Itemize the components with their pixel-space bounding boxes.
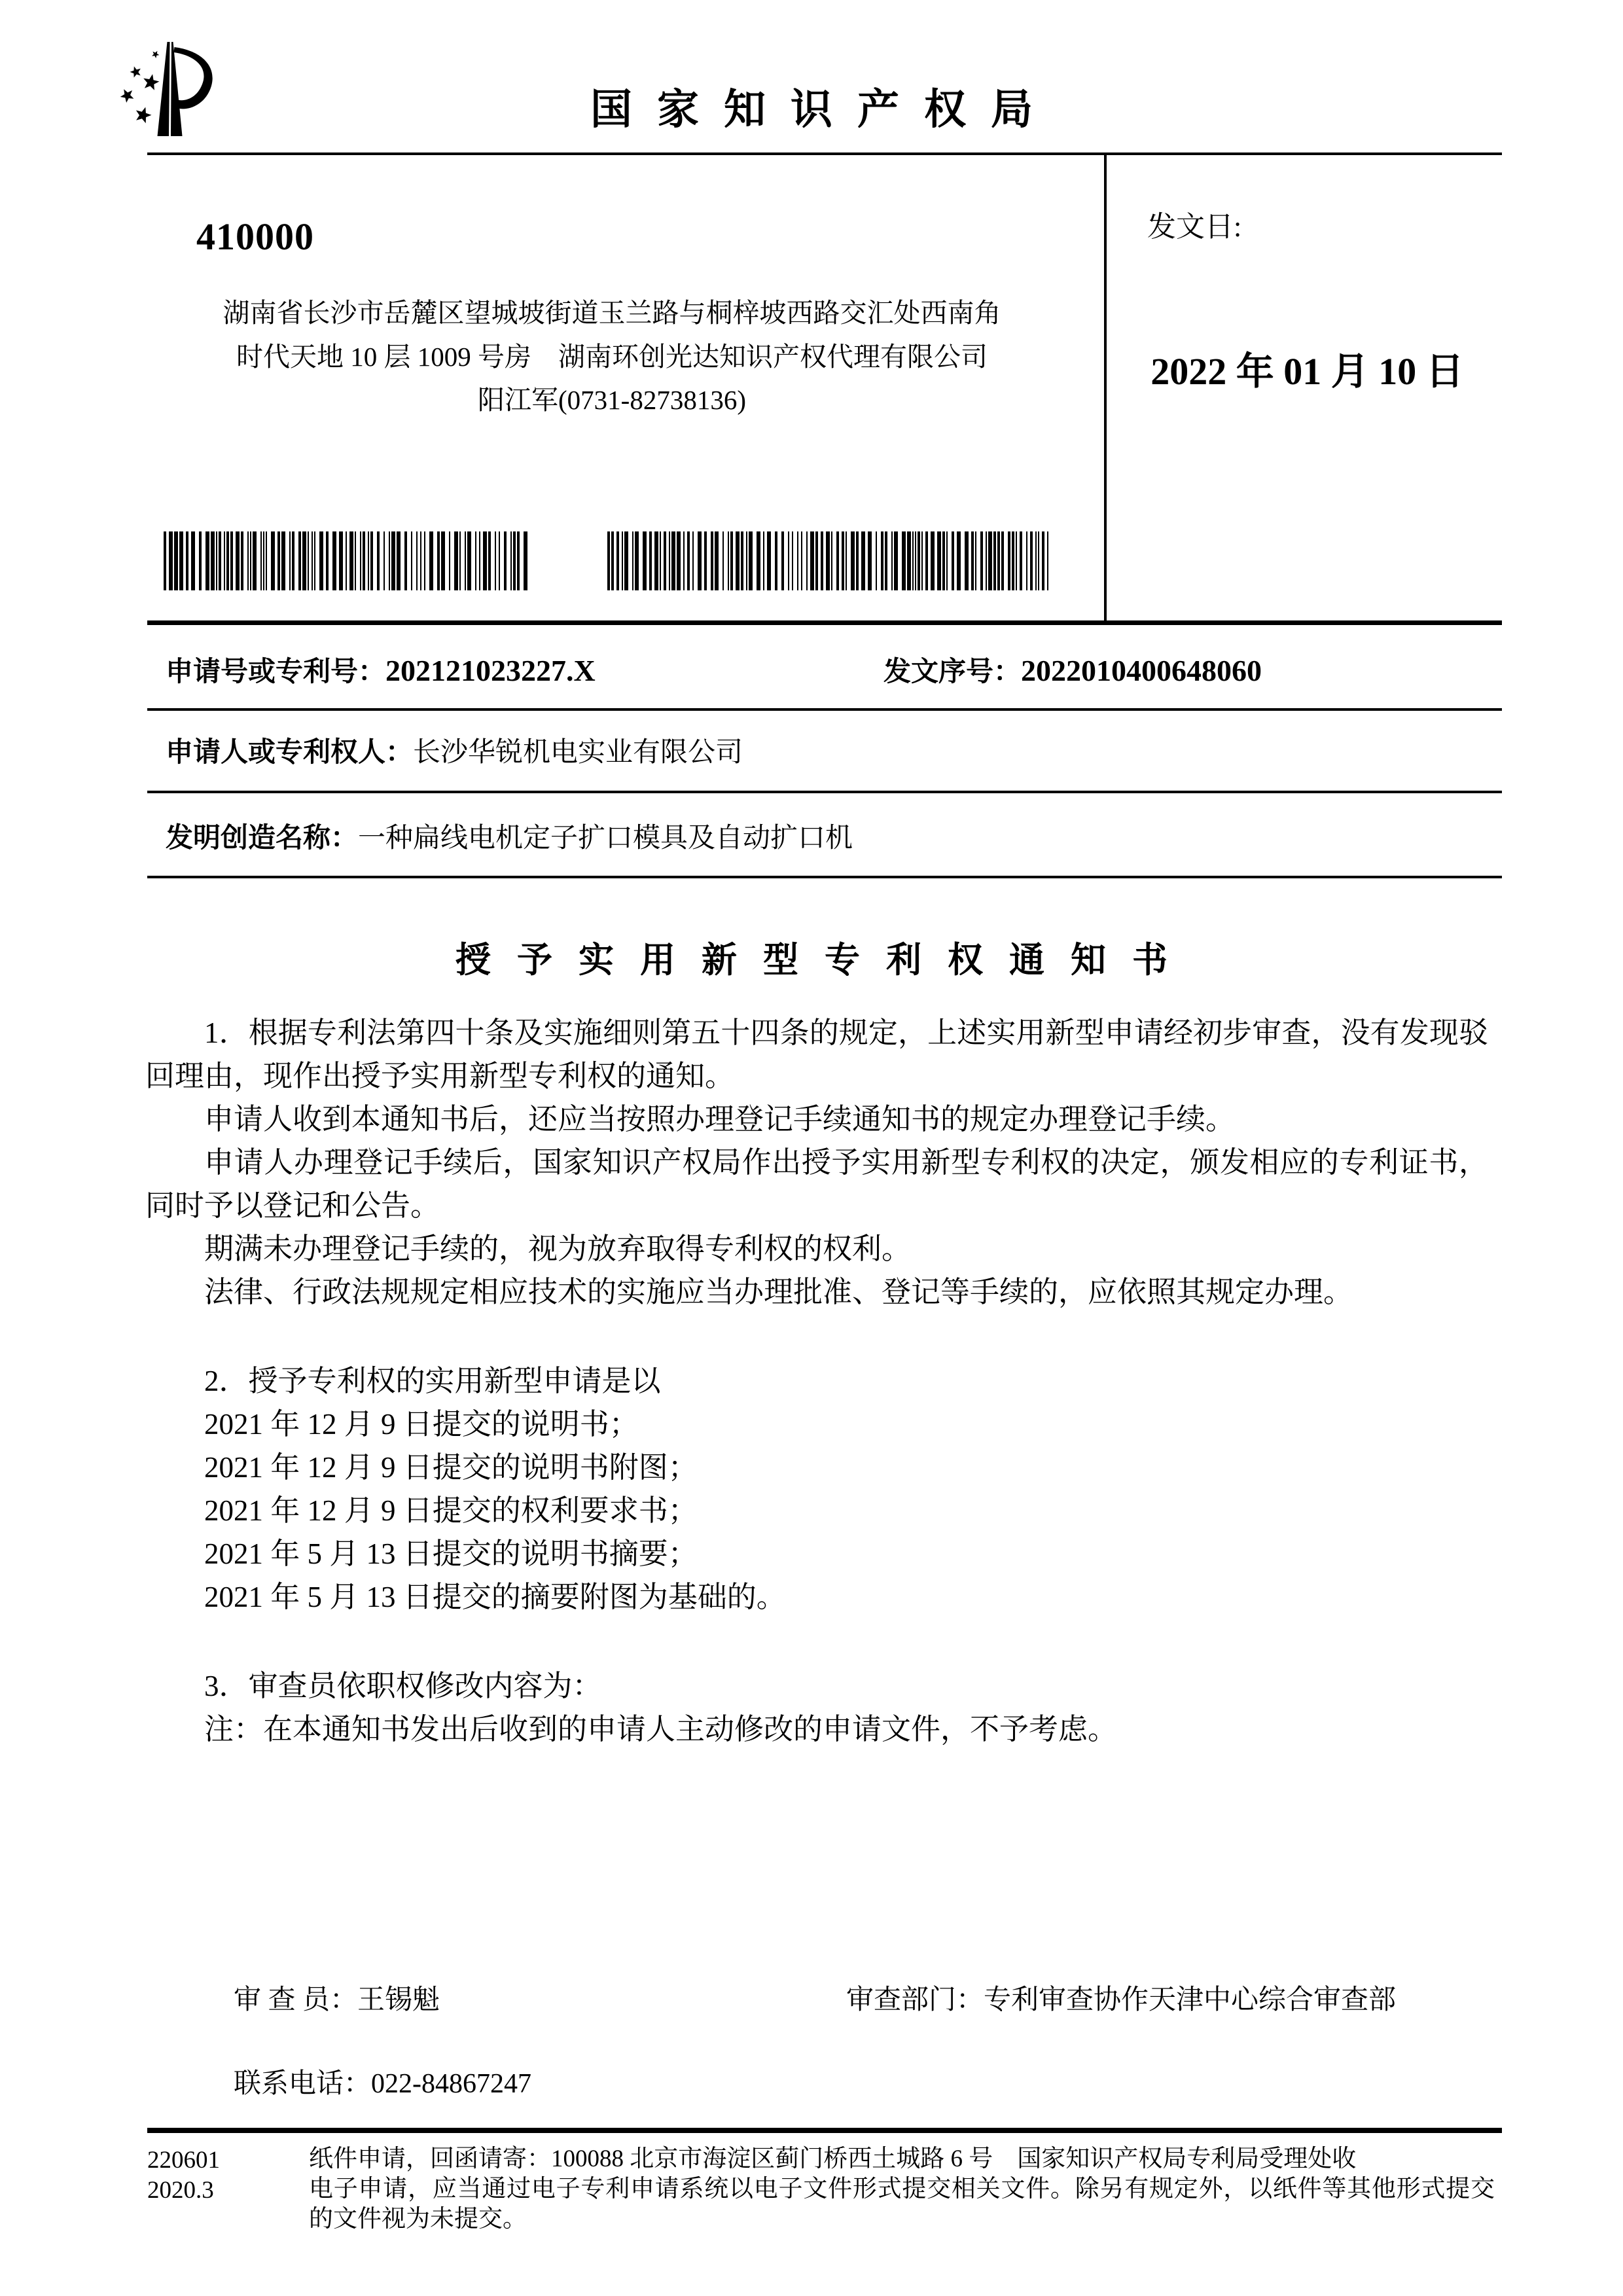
barcode-bar (1042, 531, 1044, 590)
recipient-postcode: 410000 (196, 215, 314, 258)
barcode-bar (763, 531, 764, 590)
barcode-bar (975, 531, 976, 590)
barcode-bar (346, 531, 347, 590)
serial-number-row (883, 650, 1262, 689)
paragraph: 申请人办理登记手续后，国家知识产权局作出授予实用新型专利权的决定，颁发相应的专利证书，同时予以登记和公告。 (145, 1146, 1488, 1222)
applicant-label: 申请人或专利权人： (166, 738, 414, 768)
barcode-bar (931, 531, 935, 590)
barcode-bar (957, 531, 961, 590)
paragraph: 申请人收到本通知书后，还应当按照办理登记手续通知书的规定办理登记手续。 (204, 1103, 1236, 1136)
form-code: 220601 (147, 2147, 220, 2174)
barcode-bar (289, 531, 291, 590)
barcode-bar (942, 531, 945, 590)
barcode-bar (611, 531, 614, 590)
basis-item: 2021 年 12 月 9 日提交的权利要求书； (204, 1494, 698, 1527)
barcode-bar (937, 531, 941, 590)
barcode-bar (179, 531, 183, 590)
department-row (846, 1978, 1396, 2017)
barcode-bar (801, 531, 802, 590)
barcode-bar (437, 531, 440, 590)
paragraph: 期满未办理登记手续的，视为放弃取得专利权的权利。 (204, 1232, 912, 1265)
barcode-bar (513, 531, 516, 590)
barcode-bar (622, 531, 623, 590)
barcode-bar (441, 531, 445, 590)
barcode-bar (876, 531, 877, 590)
barcode-bar (499, 531, 500, 590)
footer-instructions (309, 2144, 1495, 2234)
contact-phone-row (234, 2062, 531, 2101)
barcode-bar (263, 531, 264, 590)
barcode-bar (363, 531, 365, 590)
applicant-value: 长沙华锐机电实业有限公司 (413, 738, 743, 768)
barcode-bar (616, 531, 619, 590)
barcode-bar (164, 531, 166, 590)
invention-title-value: 一种扁线电机定子扩口模具及自动扩口机 (358, 823, 853, 853)
barcode-bar (250, 531, 251, 590)
barcode-bar (298, 531, 301, 590)
barcode-bar (1030, 531, 1033, 590)
paragraph: 法律、行政法规规定相应技术的实施应当办理批准、登记等手续的，应依照其规定办理。 (204, 1276, 1353, 1308)
barcode-bar (749, 531, 753, 590)
section2-heading: 2．授予专利权的实用新型申请是以 (204, 1365, 661, 1397)
barcode-bar (806, 531, 808, 590)
barcode-bar (216, 531, 217, 590)
barcode-bar (635, 531, 639, 590)
basis-item: 2021 年 12 月 9 日提交的说明书； (204, 1408, 639, 1441)
barcode-bar (517, 531, 520, 590)
application-number-row (166, 650, 596, 689)
barcode-bar (281, 531, 285, 590)
barcode-bar (671, 531, 675, 590)
section-rule-top (147, 620, 1502, 625)
barcode-bar (479, 531, 480, 590)
barcode-bar (624, 531, 628, 590)
barcode-bar (767, 531, 771, 590)
barcode-bar (722, 531, 724, 590)
barcode-bar (891, 531, 893, 590)
recipient-address-line1: 湖南省长沙市岳麓区望城坡街道玉兰路与桐梓坡西路交汇处西南角 (223, 298, 1001, 328)
barcode-bar (704, 531, 707, 590)
barcode-bar (736, 531, 740, 590)
examiner-row (234, 1978, 440, 2017)
barcode-bar (416, 531, 418, 590)
barcode-bar (757, 531, 760, 590)
section3-heading: 3．审查员依职权修改内容为： (204, 1670, 602, 1702)
barcode-bar (826, 531, 830, 590)
barcode-bar (332, 531, 336, 590)
barcode-bar (711, 531, 713, 590)
barcode-bar (775, 531, 777, 590)
barcode-bar (219, 531, 221, 590)
examiner-name: 王锡魁 (357, 1985, 440, 2015)
barcode-bar (253, 531, 257, 590)
barcode-bar (921, 531, 923, 590)
barcode-bar (449, 531, 450, 590)
barcode-bar (1026, 531, 1027, 590)
basis-item: 2021 年 12 月 9 日提交的说明书附图； (204, 1451, 698, 1484)
barcode-bar (271, 531, 275, 590)
barcode-bar (226, 531, 229, 590)
barcode-bar (524, 531, 527, 590)
barcode-bar (397, 531, 401, 590)
barcode-bar (186, 531, 188, 590)
section3-note: 注：在本通知书发出后收到的申请人主动修改的申请文件，不予考虑。 (204, 1713, 1118, 1746)
dispatch-divider-line (1104, 152, 1107, 624)
barcode-bar (980, 531, 983, 590)
barcode-bar (856, 531, 859, 590)
barcode-bar (698, 531, 702, 590)
barcode-bar (488, 531, 491, 590)
barcode-bar (861, 531, 865, 590)
barcode-bar (1047, 531, 1048, 590)
barcode-bar (302, 531, 306, 590)
barcode-bar (952, 531, 954, 590)
barcode-bar (842, 531, 844, 590)
barcode-application (164, 531, 530, 590)
barcode-bar (504, 531, 507, 590)
barcode-bar (1012, 531, 1014, 590)
barcode-bar (319, 531, 323, 590)
barcode-bar (247, 531, 249, 590)
barcode-bar (632, 531, 633, 590)
barcode-bar (683, 531, 685, 590)
barcode-bar (1016, 531, 1017, 590)
barcode-bar (377, 531, 380, 590)
barcode-bar (236, 531, 240, 590)
barcode-bar (191, 531, 195, 590)
barcode-bar (420, 531, 421, 590)
barcode-bar (664, 531, 666, 590)
barcode-bar (971, 531, 974, 590)
application-number-label: 申请号或专利号： (166, 657, 386, 687)
barcode-bar (868, 531, 872, 590)
barcode-bar (997, 531, 1000, 590)
barcode-bar (730, 531, 733, 590)
barcode-bar (885, 531, 887, 590)
barcode-bar (715, 531, 719, 590)
barcode-bar (169, 531, 173, 590)
contact-phone-label: 联系电话： (234, 2069, 372, 2099)
barcode-bar (669, 531, 670, 590)
barcode-bar (810, 531, 814, 590)
applicant-row (166, 730, 743, 770)
barcode-bar (986, 531, 987, 590)
row-rule-1 (147, 708, 1502, 711)
barcode-bar (360, 531, 361, 590)
barcode-bar (788, 531, 789, 590)
barcode-bar (339, 531, 343, 590)
barcode-bar (915, 531, 916, 590)
barcode-bar (1020, 531, 1022, 590)
barcode-bar (355, 531, 356, 590)
dispatch-date-label: 发文日: (1147, 211, 1242, 243)
paragraph: 1．根据专利法第四十条及实施细则第五十四条的规定，上述实用新型申请经初步审查，没有发现驳回理由，现作出授予实用新型专利权的通知。 (145, 1016, 1488, 1092)
footer-paper-line: 纸件申请，回函请寄：100088 北京市海淀区蓟门桥西土城路 6 号 国家知识产权局专利局受理处收 (309, 2145, 1357, 2172)
barcode-bar (902, 531, 906, 590)
barcode-bar (654, 531, 658, 590)
barcode-bar (607, 531, 610, 590)
barcode-bar (815, 531, 818, 590)
barcode-bar (368, 531, 369, 590)
barcode-bar (383, 531, 385, 590)
barcode-bar (946, 531, 948, 590)
barcode-bar (389, 531, 390, 590)
barcode-bar (314, 531, 315, 590)
barcode-bar (846, 531, 847, 590)
notice-title: 授予实用新型专利权通知书 (455, 941, 1194, 980)
barcode-bar (483, 531, 487, 590)
barcode-bar (965, 531, 969, 590)
examiner-label: 审 查 员： (234, 1985, 358, 2015)
serial-number-value: 2022010400648060 (1021, 654, 1262, 687)
barcode-bar (349, 531, 353, 590)
barcode-bar (643, 531, 647, 590)
barcode-bar (660, 531, 661, 590)
barcode-bar (205, 531, 209, 590)
barcode-bar (174, 531, 178, 590)
form-version: 2020.3 (147, 2177, 214, 2204)
barcode-bar (260, 531, 262, 590)
barcode-bar (831, 531, 832, 590)
barcode-bar (881, 531, 883, 590)
barcode-bar (224, 531, 225, 590)
barcode-bar (391, 531, 395, 590)
barcode-bar (821, 531, 823, 590)
application-number-value: 202121023227.X (385, 654, 596, 687)
barcode-bar (918, 531, 920, 590)
barcode-bar (467, 531, 471, 590)
agency-title: 国家知识产权局 (590, 86, 1058, 133)
barcode-bar (894, 531, 898, 590)
barcode-bar (459, 531, 461, 590)
invention-title-row (166, 816, 853, 855)
barcode-bar (792, 531, 793, 590)
barcode-bar (277, 531, 280, 590)
barcode-bar (241, 531, 243, 590)
barcode-bar (475, 531, 476, 590)
barcode-bar (230, 531, 233, 590)
barcode-bar (495, 531, 496, 590)
barcode-bar (1008, 531, 1010, 590)
barcode-bar (649, 531, 652, 590)
barcode-bar (741, 531, 743, 590)
barcode-bar (781, 531, 784, 590)
notice-body (145, 1011, 1488, 1751)
barcode-bar (677, 531, 681, 590)
barcode-bar (1038, 531, 1039, 590)
star-shape (152, 51, 159, 58)
barcode-bar (411, 531, 412, 590)
barcode-bar (211, 531, 215, 590)
barcode-bar (465, 531, 466, 590)
barcode-serial (607, 531, 1055, 590)
barcode-bar (424, 531, 425, 590)
department-label: 审查部门： (846, 1985, 984, 2015)
barcode-bar (292, 531, 294, 590)
barcode-bar (797, 531, 798, 590)
barcode-bar (312, 531, 313, 590)
barcode-bar (454, 531, 458, 590)
barcode-bar (687, 531, 690, 590)
barcode-bar (370, 531, 373, 590)
barcode-bar (851, 531, 855, 590)
contact-phone-value: 022-84867247 (371, 2069, 532, 2099)
barcode-bar (510, 531, 512, 590)
department-name: 专利审查协作天津中心综合审查部 (984, 1985, 1397, 2015)
barcode-bar (308, 531, 309, 590)
barcode-bar (1001, 531, 1004, 590)
footer-rule (147, 2128, 1502, 2133)
row-rule-3 (147, 876, 1502, 878)
barcode-bar (326, 531, 329, 590)
recipient-address-line2: 时代天地 10 层 1009 号房 湖南环创光达知识产权代理有限公司 (236, 342, 988, 372)
basis-item: 2021 年 5 月 13 日提交的摘要附图为基础的。 (204, 1581, 786, 1613)
barcode-bar (925, 531, 928, 590)
barcode-bar (728, 531, 729, 590)
serial-number-label: 发文序号： (883, 657, 1022, 687)
barcode-bar (692, 531, 694, 590)
row-rule-2 (147, 791, 1502, 793)
footer-electronic-line: 电子申请，应当通过电子专利申请系统以电子文件形式提交相关文件。除另有规定外，以纸件等其他形式提交的文件视为未提交。 (309, 2176, 1495, 2233)
barcode-bar (746, 531, 747, 590)
barcode-bar (988, 531, 992, 590)
barcode-bar (404, 531, 407, 590)
barcode-bar (1035, 531, 1037, 590)
barcode-bar (912, 531, 914, 590)
recipient-contact-line: 阳江军(0731-82738136) (478, 385, 746, 415)
header-rule (147, 152, 1502, 155)
barcode-bar (266, 531, 267, 590)
barcode-bar (836, 531, 839, 590)
dispatch-date-value: 2022 年 01 月 10 日 (1150, 350, 1464, 393)
invention-title-label: 发明创造名称： (166, 823, 359, 853)
basis-item: 2021 年 5 月 13 日提交的说明书摘要； (204, 1537, 698, 1570)
barcode-bar (429, 531, 433, 590)
barcode-bar (199, 531, 202, 590)
barcode-bar (993, 531, 996, 590)
barcode-bar (907, 531, 911, 590)
